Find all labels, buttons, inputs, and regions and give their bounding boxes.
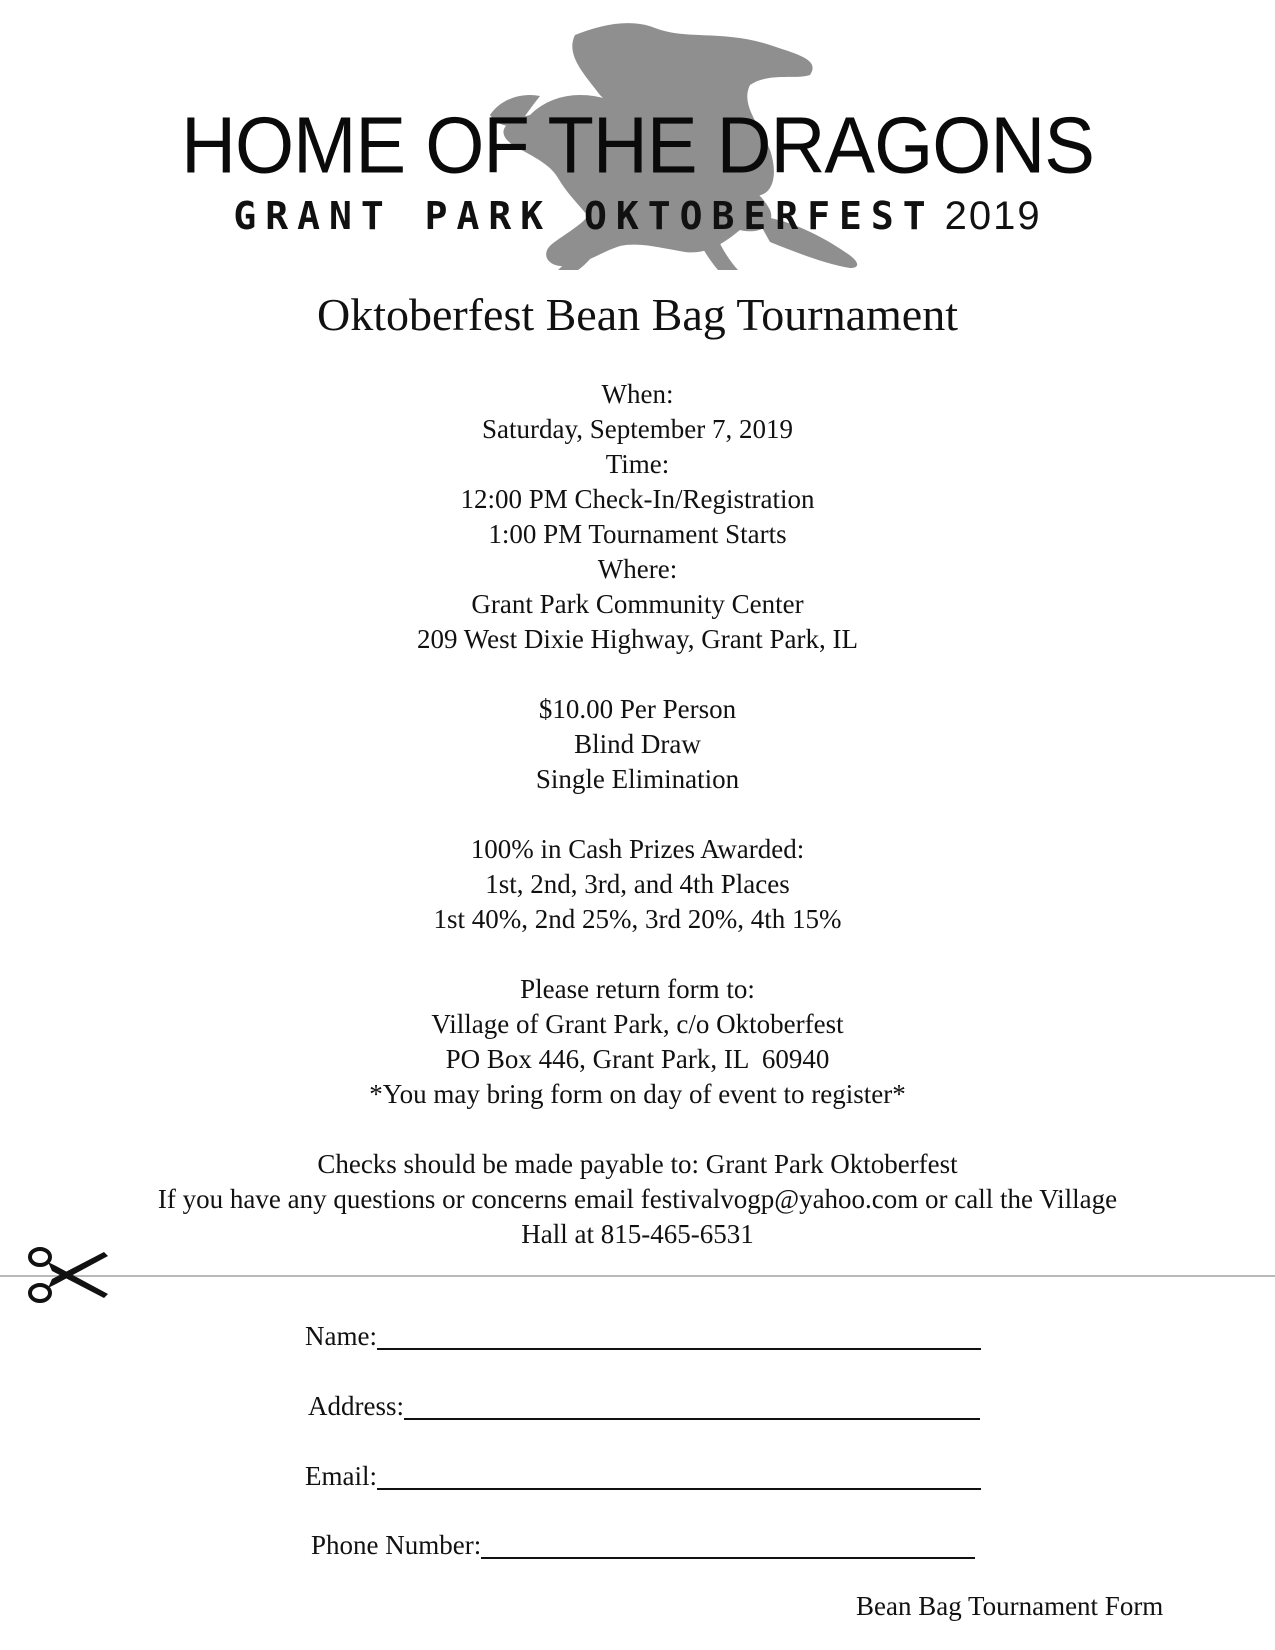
where-label: Where: (597, 554, 678, 584)
cut-line (0, 1275, 1275, 1277)
time-label: Time: (605, 449, 670, 479)
draw-type: Blind Draw (574, 729, 701, 759)
checkin-time: 12:00 PM Check-In/Registration (460, 484, 815, 514)
spacer (0, 797, 1275, 832)
event-logo (0, 0, 1275, 280)
logo-subtitle (0, 196, 1275, 236)
venue-address: 209 West Dixie Highway, Grant Park, IL (417, 624, 858, 654)
address-field[interactable] (308, 1388, 980, 1424)
email-blank[interactable] (377, 1488, 981, 1490)
page-title: Oktoberfest Bean Bag Tournament (316, 289, 959, 340)
contact-line-2: Hall at 815-465-6531 (521, 1219, 754, 1249)
event-info (0, 377, 1275, 1252)
spacer (0, 657, 1275, 692)
return-address: PO Box 446, Grant Park, IL 60940 (445, 1044, 830, 1074)
entry-fee: $10.00 Per Person (538, 694, 737, 724)
event-date: Saturday, September 7, 2019 (482, 414, 793, 444)
prize-split: 1st 40%, 2nd 25%, 3rd 20%, 4th 15% (433, 904, 842, 934)
prizes-heading: 100% in Cash Prizes Awarded: (470, 834, 805, 864)
phone-label: Phone Number: (311, 1530, 482, 1560)
scissors-icon (26, 1244, 110, 1306)
phone-field[interactable] (311, 1527, 975, 1563)
start-time: 1:00 PM Tournament Starts (488, 519, 787, 549)
name-blank[interactable] (377, 1348, 981, 1350)
contact-line-1: If you have any questions or concerns email festivalvogp@yahoo.com or call the Village (157, 1184, 1118, 1214)
phone-blank[interactable] (481, 1557, 975, 1559)
when-label: When: (601, 379, 674, 409)
bring-form-note: *You may bring form on day of event to register* (369, 1079, 906, 1109)
form-footer: Bean Bag Tournament Form (856, 1591, 1164, 1621)
return-recipient: Village of Grant Park, c/o Oktoberfest (431, 1009, 844, 1039)
venue-name: Grant Park Community Center (471, 589, 804, 619)
return-heading: Please return form to: (520, 974, 755, 1004)
tournament-format: Single Elimination (535, 764, 740, 794)
logo-subtitle-text: GRANT PARK OKTOBERFEST (233, 194, 935, 238)
checks-note: Checks should be made payable to: Grant Park Oktoberfest (317, 1149, 958, 1179)
logo-year: 2019 (944, 194, 1042, 238)
name-label: Name: (305, 1321, 377, 1351)
spacer (0, 1112, 1275, 1147)
email-field[interactable] (305, 1458, 981, 1494)
logo-title: HOME OF THE DRAGONS (181, 100, 1094, 191)
address-blank[interactable] (404, 1418, 980, 1420)
spacer (0, 937, 1275, 972)
email-label: Email: (305, 1461, 377, 1491)
address-label: Address: (308, 1391, 404, 1421)
name-field[interactable] (305, 1318, 981, 1354)
prize-places: 1st, 2nd, 3rd, and 4th Places (485, 869, 790, 899)
